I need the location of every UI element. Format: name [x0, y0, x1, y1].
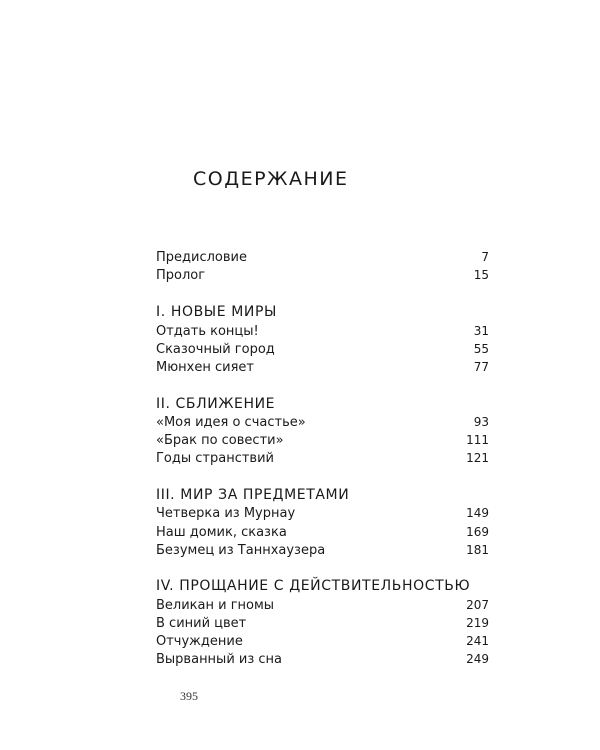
part-heading: IV. ПРОЩАНИЕ С ДЕЙСТВИТЕЛЬНОСТЬЮ [156, 578, 471, 594]
toc-entry-page: 55 [473, 342, 489, 356]
toc-entry [156, 634, 489, 652]
toc-entry-page: 111 [466, 433, 489, 447]
part-heading: II. СБЛИЖЕНИЕ [156, 396, 276, 412]
toc-entry-label: Великан и гномы [156, 598, 275, 613]
toc-entry-page: 93 [473, 415, 489, 429]
toc-entry [156, 525, 489, 543]
toc-entry-page: 249 [466, 652, 489, 666]
page-number: 395 [180, 689, 198, 703]
toc-entry [156, 415, 489, 433]
toc-entry-label: В синий цвет [156, 616, 247, 631]
toc-entry-page: 77 [473, 360, 489, 374]
toc-entry [156, 598, 489, 616]
toc-entry-label: Предисловие [156, 250, 247, 265]
toc-entry-label: Мюнхен сияет [156, 360, 254, 375]
toc-entry [156, 451, 489, 469]
toc-entry-page: 7 [481, 250, 489, 264]
toc-entry-label: Наш домик, сказка [156, 525, 287, 540]
toc-entry-page: 169 [466, 525, 489, 539]
toc-entry [156, 324, 489, 342]
toc-entry [156, 250, 489, 268]
toc-entry-page: 149 [466, 506, 489, 520]
toc-entry-label: Вырванный из сна [156, 652, 283, 667]
toc-entry [156, 268, 489, 286]
toc-entry [156, 543, 489, 561]
toc-entry-page: 181 [466, 543, 489, 557]
toc-entry-label: Сказочный город [156, 342, 275, 357]
toc-entry-label: Четверка из Мурнау [156, 506, 296, 521]
toc-entry-label: Безумец из Таннхаузера [156, 543, 326, 558]
toc-entry [156, 342, 489, 360]
toc-entry-page: 241 [466, 634, 489, 648]
toc-entry-label: Отдать концы! [156, 324, 259, 339]
toc-entry [156, 433, 489, 451]
toc-entry-page: 31 [473, 324, 489, 338]
toc-entry-page: 121 [466, 451, 489, 465]
toc-entry-page: 207 [466, 598, 489, 612]
toc-entry-label: Отчуждение [156, 634, 243, 649]
toc-entry [156, 652, 489, 670]
toc-entry-label: Пролог [156, 268, 206, 283]
part-heading: I. НОВЫЕ МИРЫ [156, 304, 277, 320]
toc-entry-label: «Моя идея о счастье» [156, 415, 306, 430]
toc-entry-label: Годы странствий [156, 451, 274, 466]
toc-entry [156, 506, 489, 524]
toc-entry-page: 219 [466, 616, 489, 630]
toc-entry-page: 15 [473, 268, 489, 282]
toc-entry [156, 616, 489, 634]
toc-entry-label: «Брак по совести» [156, 433, 284, 448]
toc-entry [156, 360, 489, 378]
page-title: СОДЕРЖАНИЕ [193, 168, 349, 190]
part-heading: III. МИР ЗА ПРЕДМЕТАМИ [156, 487, 350, 503]
